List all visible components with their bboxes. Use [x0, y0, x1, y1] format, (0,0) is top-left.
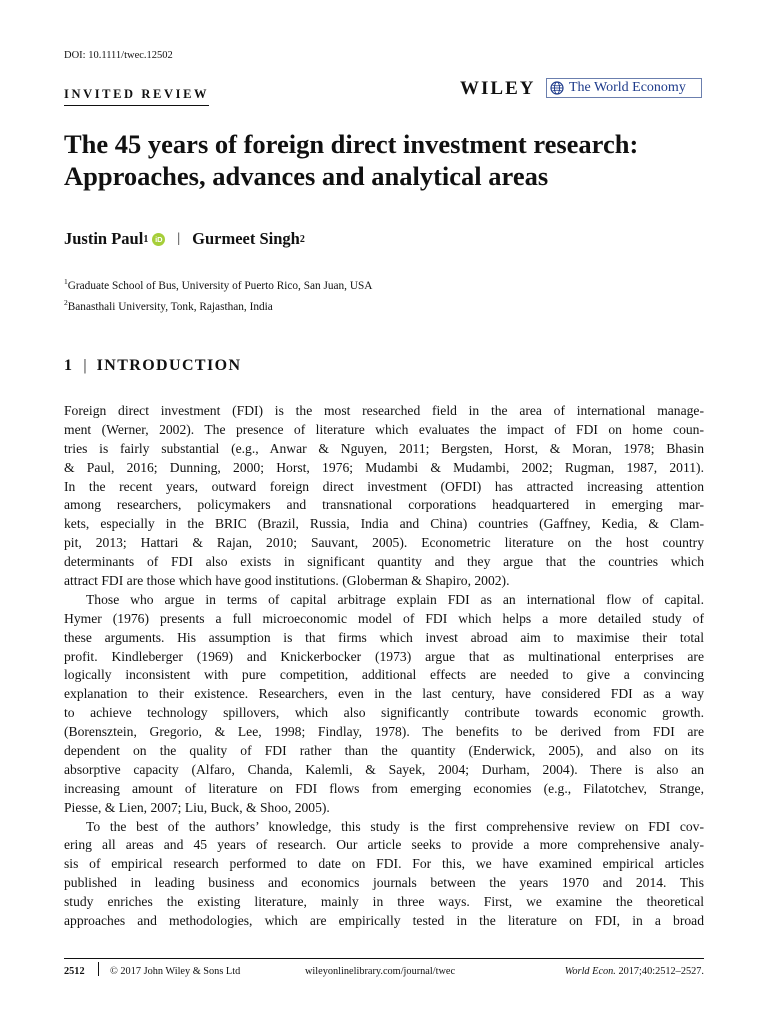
- body-line: Foreign direct investment (FDI) is the most researched field in the area of international manage-: [64, 403, 704, 418]
- body-line: determinants of FDI also exists in significant quantity and they argue that the countries which: [64, 554, 704, 570]
- affiliation-text: Banasthali University, Tonk, Rajasthan, India: [67, 300, 273, 313]
- affiliation-marker: 2: [64, 298, 68, 307]
- affiliation-text: Graduate School of Bus, University of Puerto Rico, San Juan, USA: [67, 279, 373, 292]
- body-line: ering all areas and 45 years of research. Our article seeks to provide a more comprehensive analy-: [64, 837, 704, 853]
- author-affiliation-marker: 1: [143, 233, 149, 245]
- section-title: INTRODUCTION: [96, 357, 242, 374]
- footer-separator: [98, 962, 99, 976]
- copyright: © 2017 John Wiley & Sons Ltd: [110, 966, 241, 977]
- body-line: pit, 2013; Hattari & Rajan, 2010; Sauvant, 2005). Econometric literature on the host country: [64, 535, 704, 551]
- body-line: published in leading business and economics journals between the years 1970 and 2014. This: [64, 875, 704, 891]
- body-line: attract FDI are those which have good institutions. (Globerman & Shapiro, 2002).: [64, 573, 510, 589]
- affiliation: [64, 277, 372, 292]
- orcid-icon[interactable]: iD: [152, 233, 165, 246]
- body-line: among researchers, policymakers and transnational corporations headquartered in emerging mar-: [64, 497, 704, 513]
- title-line: The 45 years of foreign direct investment research:: [64, 129, 639, 159]
- body-line: sis of empirical research performed to date on FDI. For this, we have examined empirical articles: [64, 856, 704, 872]
- body-line: increasing amount of literature on FDI flows from emerging economies (e.g., Filatotchev, Strange,: [64, 780, 704, 796]
- affiliation: [64, 298, 273, 313]
- citation-journal: World Econ.: [564, 966, 616, 977]
- affiliation-marker: 1: [64, 277, 68, 286]
- journal-name: The World Economy: [569, 80, 686, 95]
- journal-logo: [546, 78, 702, 98]
- article-type-label: INVITED REVIEW: [64, 87, 209, 106]
- journal-url-link[interactable]: wileyonlinelibrary.com/journal/twec: [305, 966, 456, 977]
- section-separator: |: [83, 357, 87, 374]
- author-affiliation-marker: 2: [299, 233, 305, 245]
- body-line: logically inconsistent with pure competition, additional effects are needed to give a convincing: [64, 667, 704, 683]
- article-title: [64, 128, 714, 192]
- body-line: Piesse, & Lien, 2007; Liu, Buck, & Shoo, 2005).: [64, 799, 330, 815]
- footer-divider: [64, 958, 704, 959]
- body-line: these arguments. His assumption is that firms which invest abroad aim to maximise their total: [64, 629, 704, 645]
- citation: [565, 966, 704, 977]
- globe-icon: [550, 81, 564, 95]
- citation-details: 2017;40:2512–2527.: [615, 966, 704, 977]
- body-line: Hymer (1976) presents a full microeconomic model of FDI which helps a more detailed study of: [64, 610, 704, 626]
- body-line: tries is fairly substantial (e.g., Anwar & Nguyen, 2011; Bergsten, Horst, & Moran, 1978; Bhasin: [64, 440, 704, 456]
- body-line: profit. Kindleberger (1969) and Knickerbocker (1973) argue that as multinational enterprises are: [64, 648, 704, 664]
- body-line: In the recent years, outward foreign direct investment (OFDI) has attracted increasing attention: [64, 478, 704, 494]
- body-line: explanation to their existence. Researchers, even in the last century, have considered FDI as a way: [64, 686, 704, 702]
- title-line: Approaches, advances and analytical areas: [64, 161, 549, 191]
- body-line: to achieve technology spillovers, which also significantly contribute towards economic growth.: [64, 705, 704, 721]
- body-line: study enriches the existing literature, mainly in three ways. First, we examine the theoretical: [64, 894, 704, 910]
- doi: DOI: 10.1111/twec.12502: [64, 50, 173, 61]
- body-line: Those who argue in terms of capital arbitrage explain FDI as an international flow of capital.: [86, 591, 704, 607]
- publisher-logo: WILEY: [460, 78, 536, 99]
- author-list: [64, 229, 305, 249]
- body-text: [64, 402, 704, 931]
- body-line: approaches and methodologies, which are empirically tested in the literature on FDI, in a broad: [64, 913, 704, 929]
- body-line: To the best of the authors’ knowledge, this study is the first comprehensive review on FDI cov-: [86, 818, 704, 834]
- body-line: absorptive capacity (Alfaro, Chanda, Kalemli, & Sayek, 2004; Durham, 2004). There is also an: [64, 761, 704, 777]
- author-separator: |: [177, 231, 181, 246]
- section-number: 1: [64, 357, 74, 374]
- section-heading: [64, 357, 241, 375]
- body-line: & Paul, 2016; Dunning, 2000; Horst, 1976; Mudambi & Mudambi, 2002; Rugman, 1987, 2011).: [64, 459, 704, 475]
- author-name[interactable]: Justin Paul: [64, 229, 144, 248]
- body-line: dependent on the quality of FDI rather than the quantity (Enderwick, 2005), and also on its: [64, 743, 704, 759]
- body-line: kets, especially in the BRIC (Brazil, Russia, India and China) countries (Gaffney, Kedia, & Clam-: [64, 516, 704, 532]
- page-number: 2512: [64, 966, 85, 977]
- body-line: ment (Werner, 2002). The presence of literature which evaluates the impact of FDI on home coun-: [64, 421, 704, 437]
- author-name[interactable]: Gurmeet Singh: [192, 229, 300, 248]
- body-line: (Borensztein, Gregorio, & Lee, 1998; Findlay, 1978). The benefits to be derived from FDI are: [64, 724, 704, 740]
